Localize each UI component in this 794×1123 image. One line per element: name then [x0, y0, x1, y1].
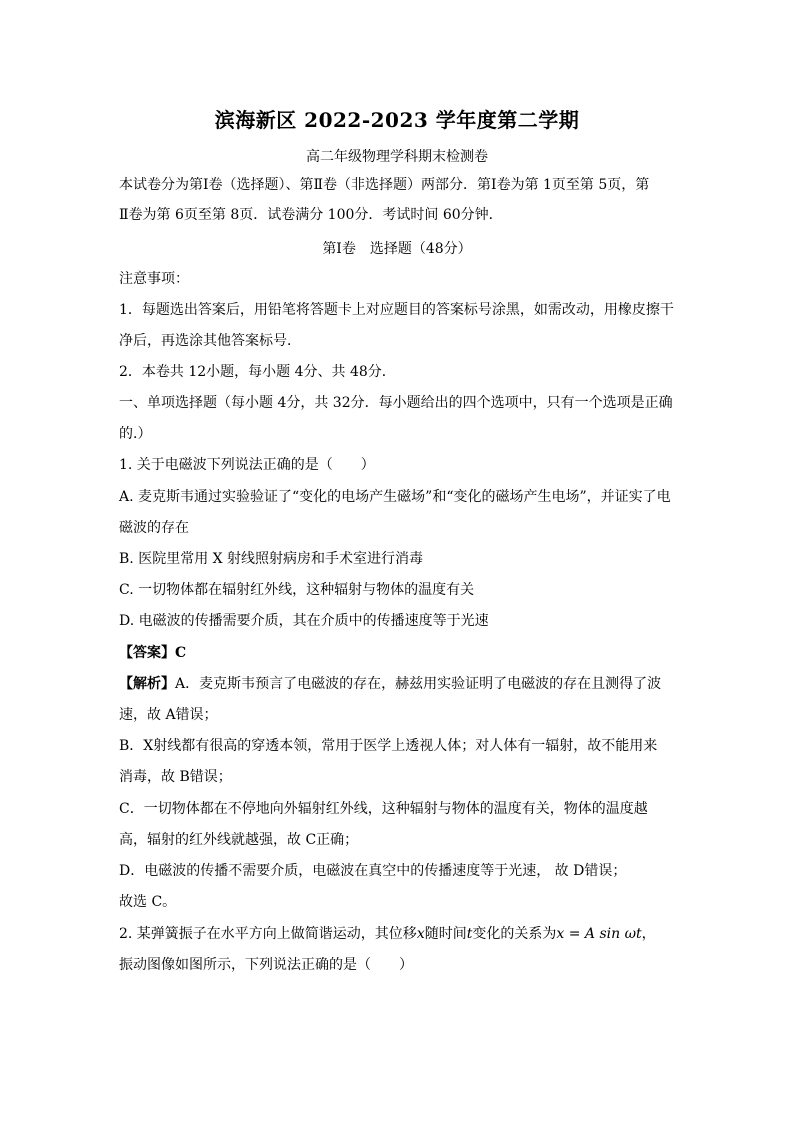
- q1-answer: 【答案】C: [119, 645, 187, 661]
- q2-stem-line-2: 振动图像如图所示，下列说法正确的是（ ）: [119, 957, 413, 973]
- q2-stem-part-2: 随时间: [424, 926, 467, 942]
- q2-stem-part-1: 2. 某弹簧振子在水平方向上做简谐运动，其位移: [119, 926, 417, 942]
- note-line-1: 1．每题选出答案后，用铅笔将答题卡上对应题目的答案标号涂黑，如需改动，用橡皮擦干: [119, 302, 674, 318]
- note-line-3: 2．本卷共 12小题，每小题 4分、共 48分．: [119, 364, 396, 380]
- exam-subtitle: 高二年级物理学科期末检测卷: [306, 149, 488, 165]
- q1-option-d: D. 电磁波的传播需要介质，其在介质中的传播速度等于光速: [119, 613, 489, 629]
- q2-formula: x = A sin ωt: [556, 926, 642, 942]
- note-line-2: 净后，再选涂其他答案标号．: [119, 333, 301, 349]
- q2-stem-line-1: [119, 925, 656, 943]
- q2-var-x: x: [416, 926, 425, 942]
- notes-label: 注意事项：: [119, 271, 189, 287]
- q1-analysis-line-3: B．X射线都有很高的穿透本领，常用于医学上透视人体；对人体有一辐射，故不能用来: [119, 738, 658, 754]
- intro-line-2: Ⅱ卷为第 6页至第 8页．试卷满分 100分．考试时间 60分钟．: [119, 207, 503, 223]
- q1-analysis-line-6: 高，辐射的红外线就越强，故 C正确；: [119, 832, 359, 848]
- q1-option-a-line-1: A. 麦克斯韦通过实验验证了“变化的电场产生磁场”和“变化的磁场产生电场”，并证实了电: [119, 489, 671, 505]
- exam-title: 滨海新区 2022-2023 学年度第二学期: [214, 108, 580, 132]
- q1-analysis-line-4: 消毒，故 B错误；: [119, 769, 232, 785]
- q1-option-a-line-2: 磁波的存在: [119, 520, 189, 536]
- q1-analysis-line-1: [119, 675, 661, 693]
- q2-stem-part-3: 变化的关系为: [472, 926, 557, 942]
- q1-analysis-line-7: D．电磁波的传播不需要介质，电磁波在真空中的传播速度等于光速， 故 D错误；: [119, 863, 627, 879]
- q2-stem-part-4: ，: [641, 926, 656, 942]
- q1-stem: 1. 关于电磁波下列说法正确的是（ ）: [119, 457, 375, 473]
- q1-analysis-line-5: C．一切物体都在不停地向外辐射红外线，这种辐射与物体的温度有关，物体的温度越: [119, 801, 648, 817]
- part-one-line-2: 的.）: [119, 426, 152, 442]
- q1-analysis-line-2: 速，故 A错误；: [119, 707, 218, 723]
- q2-var-t: t: [466, 926, 473, 942]
- part-one-line-1: 一、单项选择题（每小题 4分，共 32分．每小题给出的四个选项中，只有一个选项是正确: [119, 395, 673, 411]
- q1-option-c: C. 一切物体都在辐射红外线，这种辐射与物体的温度有关: [119, 582, 475, 598]
- q1-option-b: B. 医院里常用 X 射线照射病房和手术室进行消毒: [119, 551, 424, 567]
- q1-analysis-line-8: 故选 C。: [119, 894, 177, 910]
- intro-line-1: 本试卷分为第Ⅰ卷（选择题）、第Ⅱ卷（非选择题）两部分．第Ⅰ卷为第 1页至第 5页，第: [119, 177, 650, 193]
- q1-analysis-text-1: A．麦克斯韦预言了电磁波的存在，赫兹用实验证明了电磁波的存在且测得了波: [175, 676, 662, 692]
- section-heading: 第Ⅰ卷 选择题（48分）: [322, 241, 472, 257]
- q1-analysis-label: 【解析】: [119, 676, 175, 692]
